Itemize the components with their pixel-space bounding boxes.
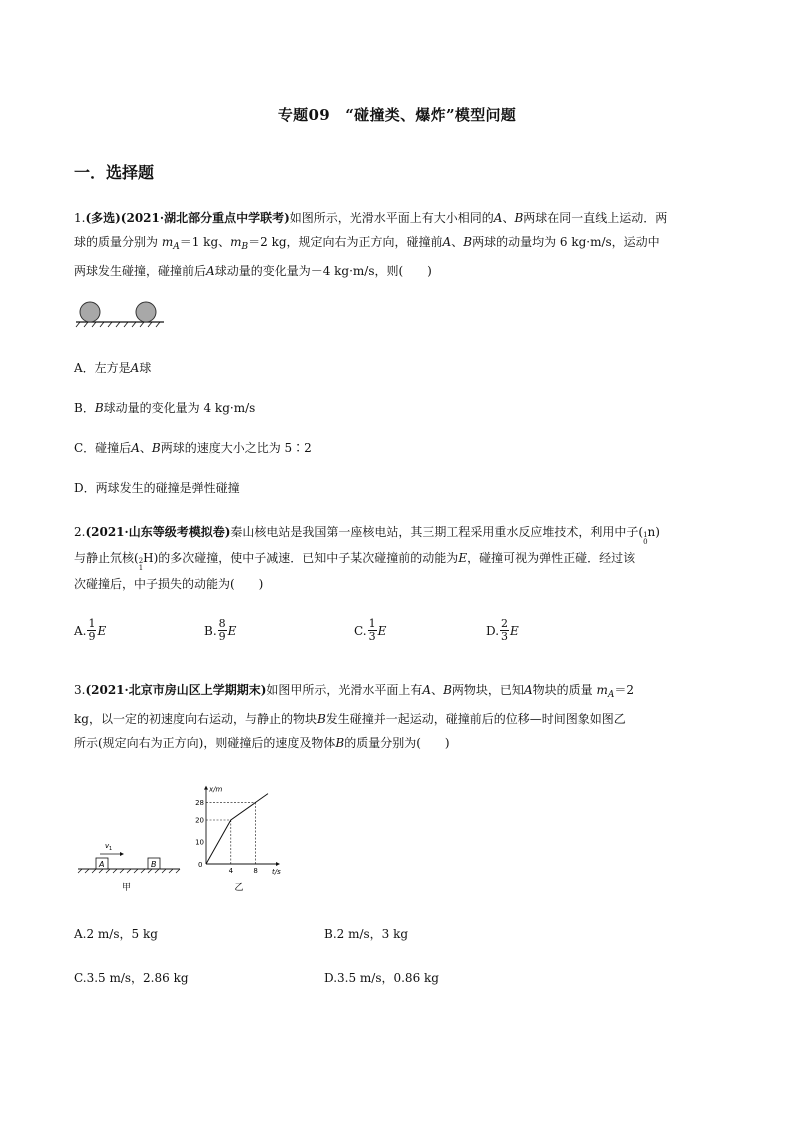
y-tick-label: 28 xyxy=(195,798,204,807)
y-tick-label: 10 xyxy=(195,838,204,847)
q1-option-c[interactable]: C．碰撞后A、B两球的速度大小之比为 5∶2 xyxy=(74,441,312,455)
ground-hatching xyxy=(76,322,160,327)
question-2-line-3: 次碰撞后，中子损失的动能为( ) xyxy=(74,577,264,591)
q3-option-b[interactable]: B.2 m/s，3 kg xyxy=(324,927,409,941)
ball-right xyxy=(136,302,156,322)
question-2-tag: (2021·山东等级考模拟卷) xyxy=(85,525,231,539)
question-1 xyxy=(74,206,724,283)
ground-hatching xyxy=(78,869,180,873)
x-t-graph xyxy=(190,784,310,896)
q2-option-d[interactable]: D. $\frac{2}{3}$ E xyxy=(486,617,519,643)
fraction: $\frac{1}{3}$ xyxy=(368,617,376,643)
x-axis-arrowhead xyxy=(276,862,280,866)
page-title: 专题09 “碰撞类、爆炸”模型问题 xyxy=(277,106,517,124)
block-b-label: B xyxy=(151,860,157,869)
neutron-indices: 1 0 xyxy=(643,531,648,546)
question-3-line-1: 3.(2021·北京市房山区上学期期末)如图甲所示，光滑水平面上有A、B两物块，已知A物块的质量 $m_A=2$ xyxy=(74,683,634,700)
q1-option-b[interactable]: B．B球动量的变化量为 4 kg·m/s xyxy=(74,401,256,415)
q3-option-c[interactable]: C.3.5 m/s，2.86 kg xyxy=(74,971,189,985)
q2-option-c[interactable]: C. $\frac{1}{3}$ E xyxy=(354,617,387,643)
y-tick-label: 20 xyxy=(195,816,204,825)
block-a-label: A xyxy=(99,860,105,869)
axes xyxy=(204,786,280,866)
y-axis-arrowhead xyxy=(204,786,208,790)
velocity-arrowhead xyxy=(120,852,124,856)
question-2-line-1: 2.(2021·山东等级考模拟卷)秦山核电站是我国第一座核电站，其三期工程采用重水反应堆技术，利用中子( 1 0 n) xyxy=(74,525,660,546)
velocity-label: v xyxy=(105,842,110,850)
deuteron-indices: 2 1 xyxy=(138,557,144,572)
x-tick-label: 8 xyxy=(253,867,258,875)
two-balls-figure xyxy=(74,298,166,328)
question-2-line-2: 与静止氘核( 2 1 H)的多次碰撞，使中子减速．已知中子某次碰撞前的动能为E，碰撞可视为弹性正碰．经过该 xyxy=(74,551,636,572)
q2-option-a[interactable]: A. $\frac{1}{9}$ E xyxy=(74,617,107,643)
origin-label: 0 xyxy=(198,861,203,869)
q1-option-a[interactable]: A．左方是A球 xyxy=(74,361,152,375)
question-2 xyxy=(74,520,724,596)
x-axis-label: t/s xyxy=(272,868,281,876)
question-1-line-1: 1.(多选)(2021·湖北部分重点中学联考)如图所示，光滑水平面上有大小相同的A、B两球在同一直线上运动．两 xyxy=(74,211,668,225)
figure-jia xyxy=(74,836,184,894)
question-3 xyxy=(74,678,724,755)
section-heading: 一．选择题 xyxy=(74,163,155,182)
question-3-line-2: kg，以一定的初速度向右运动，与静止的物块B发生碰撞并一起运动，碰撞前后的位移—时间图象如图乙 xyxy=(74,712,626,726)
ball-left xyxy=(80,302,100,322)
question-3-line-3: 所示(规定向右为正方向)，则碰撞后的速度及物体B的质量分别为( ) xyxy=(74,736,450,750)
q1-option-d[interactable]: D．两球发生的碰撞是弹性碰撞 xyxy=(74,481,240,495)
displacement-line xyxy=(206,794,268,864)
q2-option-b[interactable]: B. $\frac{8}{9}$ E xyxy=(204,617,237,643)
y-axis-label: x/m xyxy=(209,785,223,794)
question-1-tag: (多选)(2021·湖北部分重点中学联考) xyxy=(85,211,290,225)
fraction: $\frac{1}{9}$ xyxy=(88,617,96,643)
q3-option-d[interactable]: D.3.5 m/s，0.86 kg xyxy=(324,971,439,985)
q3-option-a[interactable]: A.2 m/s，5 kg xyxy=(74,927,158,941)
question-3-tag: (2021·北京市房山区上学期期末) xyxy=(85,683,267,697)
guide-lines xyxy=(206,802,256,864)
fraction: $\frac{2}{3}$ xyxy=(501,617,509,643)
question-1-line-2: 球的质量分别为 $m_A=1$ kg、$m_B=2$ kg，规定向右为正方向，碰撞前A、B两球的动量均为 6 kg·m/s，运动中 xyxy=(74,235,660,252)
question-1-line-3: 两球发生碰撞，碰撞前后A球动量的变化量为－4 kg·m/s，则( ) xyxy=(74,264,432,278)
x-tick-label: 4 xyxy=(228,867,234,875)
fraction: $\frac{8}{9}$ xyxy=(218,617,226,643)
figure-caption-jia: 甲 xyxy=(122,883,132,893)
velocity-subscript: 1 xyxy=(109,846,113,852)
figure-caption-yi: 乙 xyxy=(234,883,244,893)
